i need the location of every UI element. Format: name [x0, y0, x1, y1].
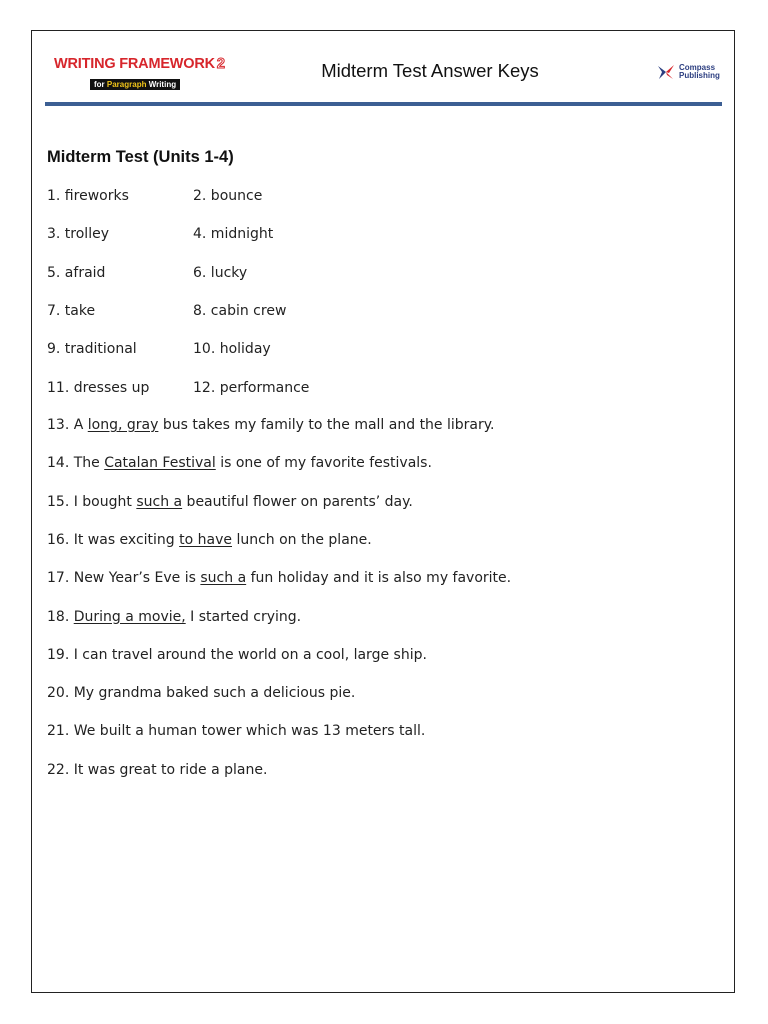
section-title: Midterm Test (Units 1-4): [47, 148, 234, 166]
sentence-text: is one of my favorite festivals.: [215, 455, 432, 472]
page-border: [31, 30, 735, 993]
answer-item: 11. dresses up: [47, 379, 150, 396]
sentence-text: 20. My grandma baked such a delicious pie.: [47, 685, 356, 702]
publisher-name-line1: Compass: [679, 63, 716, 72]
sentence-text: 18.: [47, 608, 74, 625]
underlined-phrase: to have: [179, 531, 232, 548]
answer-item: 7. take: [47, 302, 96, 319]
answer-sentence: [47, 685, 355, 701]
answer-item: 6. lucky: [193, 264, 248, 281]
underlined-phrase: such a: [136, 493, 183, 510]
sentence-text: 21. We built a human tower which was 13 meters tall.: [47, 723, 426, 740]
answer-sentence: [47, 723, 425, 739]
logo-subtitle: for Paragraph Writing: [90, 79, 180, 90]
answer-item: 1. fireworks: [47, 188, 129, 204]
publisher-name-line2: Publishing: [679, 71, 720, 80]
answer-sentence: [47, 570, 511, 586]
page-title: Midterm Test Answer Keys: [321, 60, 539, 81]
sentence-text: bus takes my family to the mall and the library.: [158, 417, 495, 433]
sentence-text: 22. It was great to ride a plane.: [47, 761, 268, 778]
answer-item: 12. performance: [193, 379, 310, 396]
answer-item: 4. midnight: [193, 226, 274, 243]
answer-item: 3. trolley: [47, 226, 109, 243]
publisher-logo: [656, 62, 720, 82]
answer-sentence: [47, 455, 432, 471]
underlined-phrase: such a: [200, 570, 247, 587]
underlined-phrase: Catalan Festival: [104, 455, 216, 472]
answer-sentence: [47, 762, 267, 778]
sentence-text: 13. A: [47, 417, 88, 433]
answer-item: 9. traditional: [47, 341, 137, 358]
answer-sentence: [47, 494, 413, 510]
answer-sentence: [47, 532, 372, 548]
sentence-text: lunch on the plane.: [232, 531, 372, 548]
sentence-text: beautiful flower on parents’ day.: [182, 493, 413, 510]
answer-item: 8. cabin crew: [193, 302, 287, 319]
header-divider: [45, 102, 722, 106]
answer-item: 10. holiday: [193, 341, 271, 358]
answer-sentence: [47, 647, 427, 663]
sentence-text: 16. It was exciting: [47, 531, 180, 548]
answer-sentence: [47, 417, 494, 433]
writing-framework-logo: [54, 56, 225, 91]
underlined-phrase: long, gray: [87, 417, 159, 433]
sentence-text: 19. I can travel around the world on a cool, large ship.: [47, 646, 427, 663]
logo-wordmark: WRITING FRAMEWORK 2: [54, 56, 225, 72]
sentence-text: 15. I bought: [47, 493, 137, 510]
compass-star-icon: [656, 62, 676, 82]
sentence-text: fun holiday and it is also my favorite.: [246, 570, 512, 587]
sentence-text: 14. The: [47, 455, 105, 472]
sentence-text: 17. New Year’s Eve is: [47, 570, 201, 587]
underlined-phrase: During a movie,: [73, 608, 186, 625]
answer-item: 5. afraid: [47, 264, 106, 281]
sentence-text: I started crying.: [185, 608, 302, 625]
answer-item: 2. bounce: [193, 188, 263, 204]
answer-sentence: [47, 609, 301, 625]
